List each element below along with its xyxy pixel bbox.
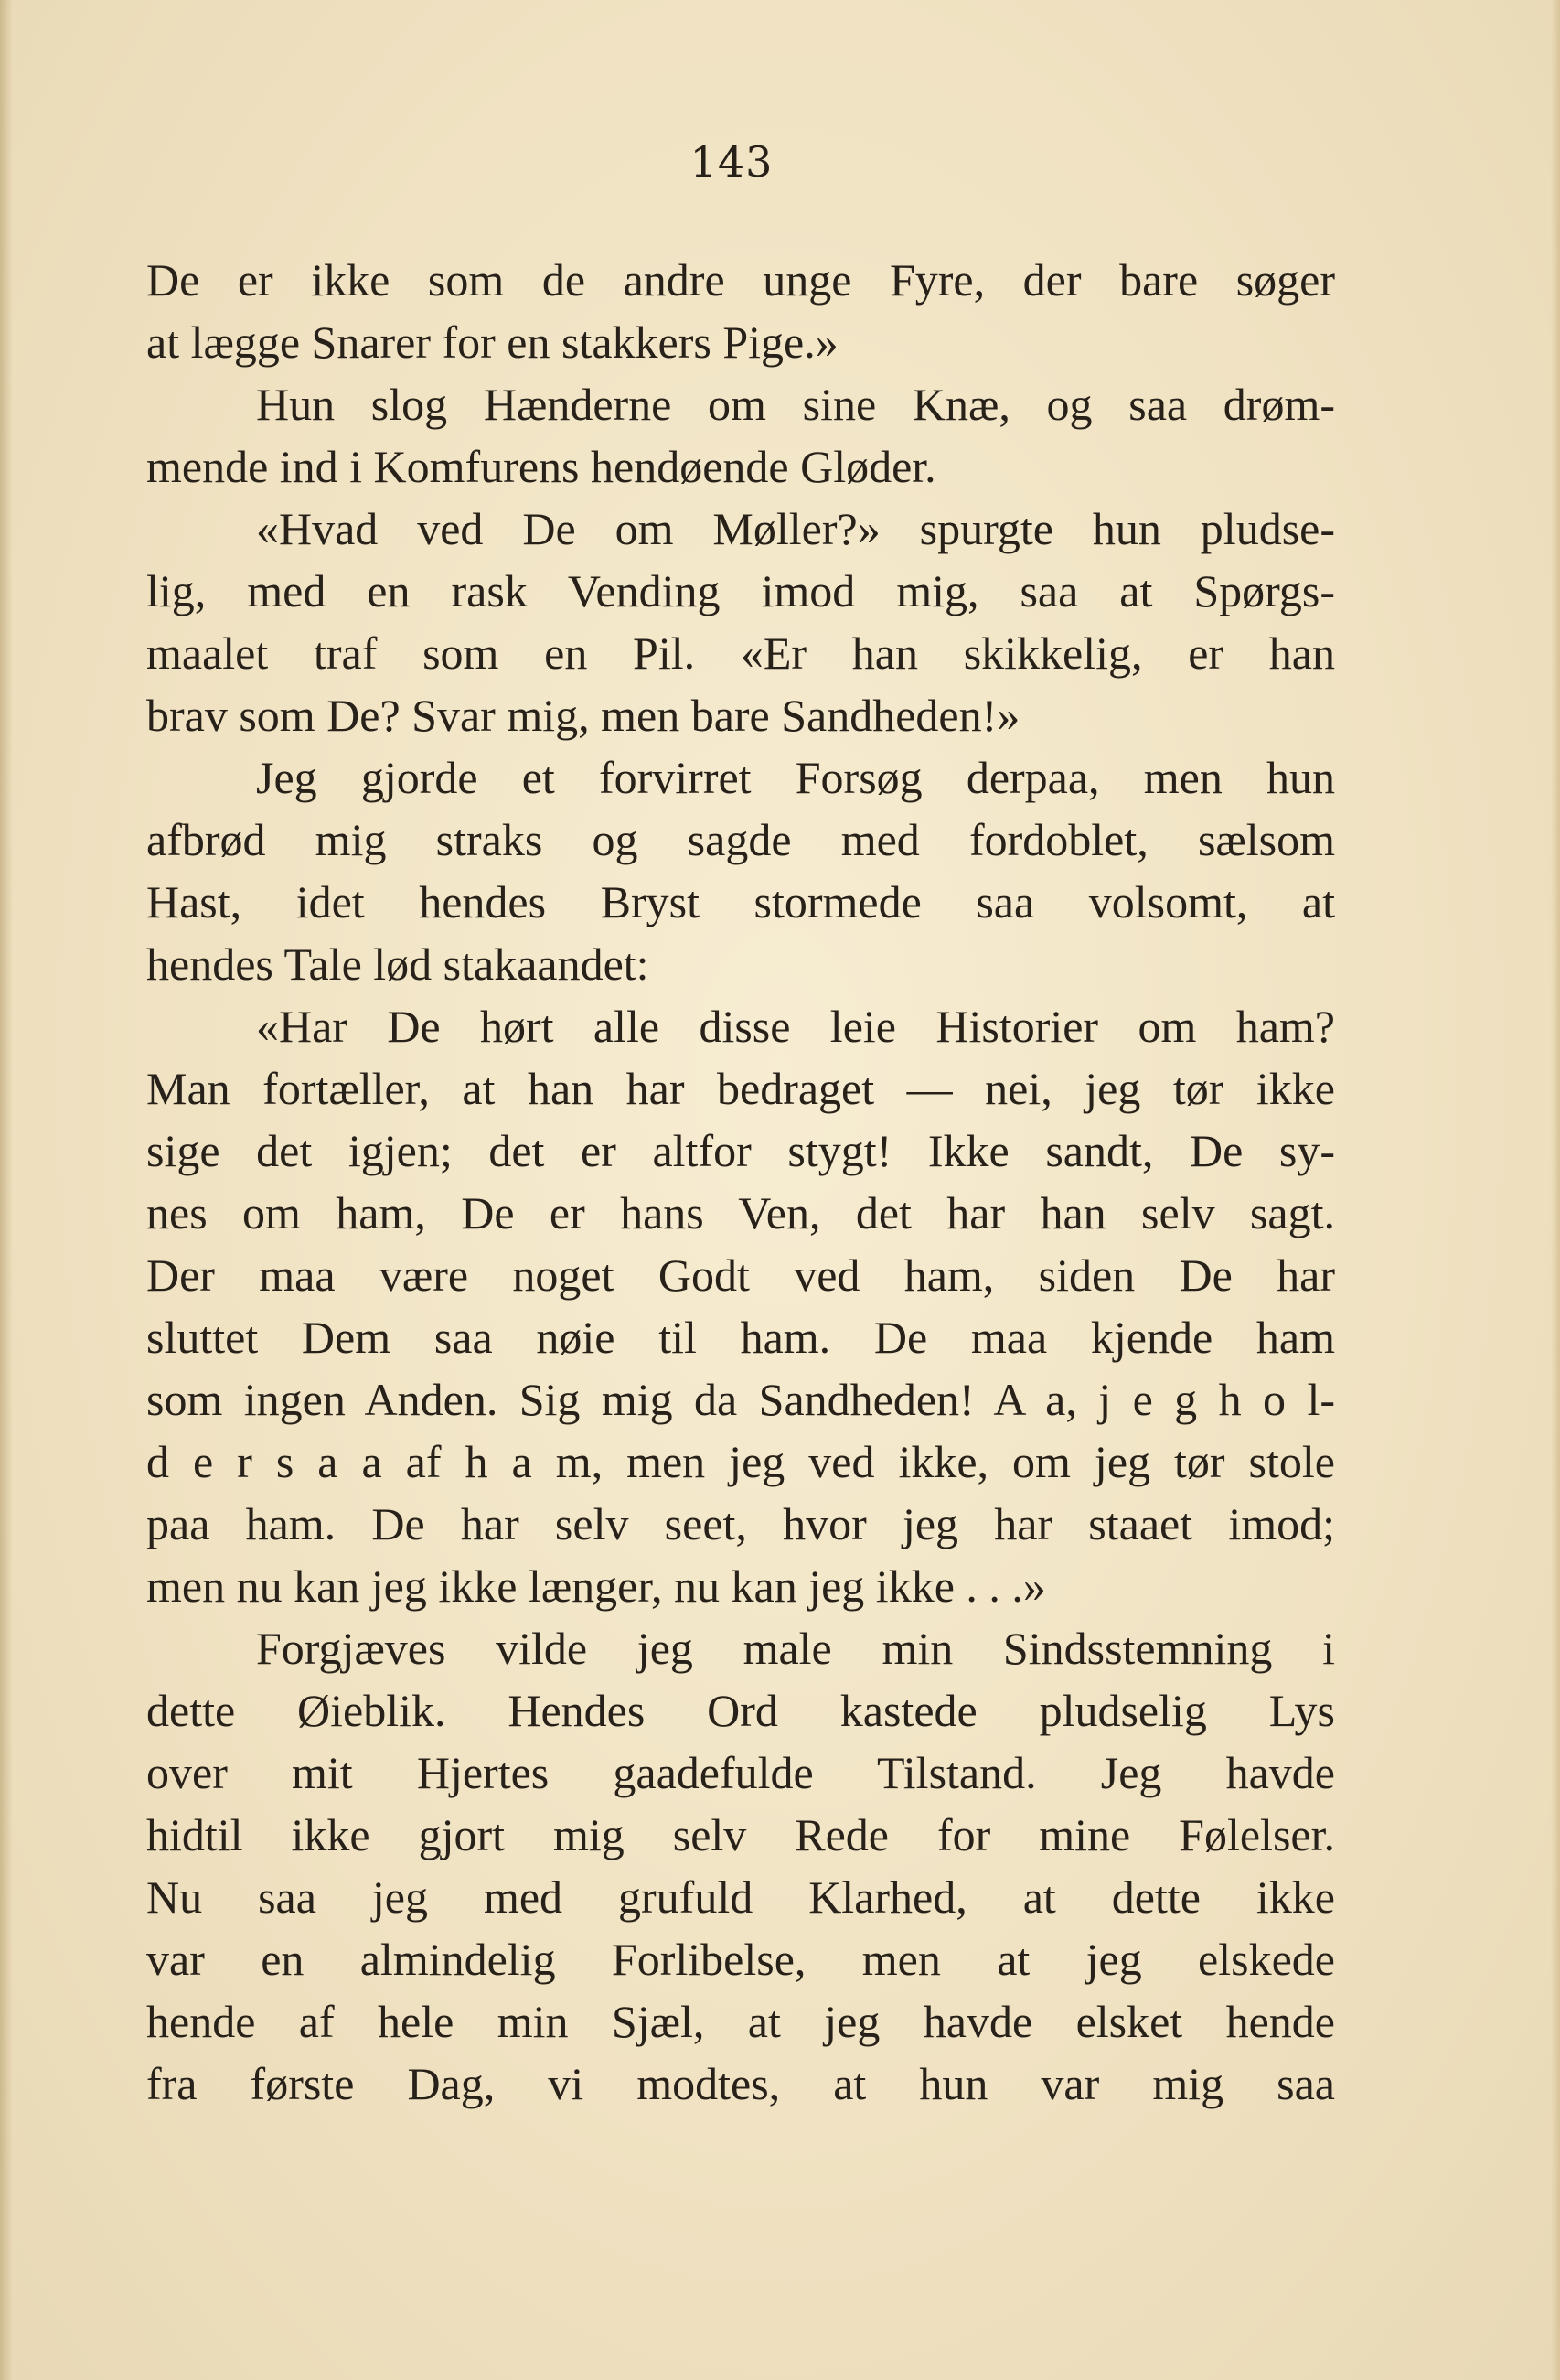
text-line: Der maa være noget Godt ved ham, siden De har — [146, 1249, 1335, 1301]
page-edge-right — [1551, 0, 1560, 2380]
text-line: hende af hele min Sjæl, at jeg havde elsket hende — [146, 1996, 1335, 2047]
text-line: De er ikke som de andre unge Fyre, der bare søger — [146, 254, 1335, 306]
text-line: d e r s a a af h a m, men jeg ved ikke, om jeg tør stole — [146, 1436, 1335, 1487]
text-line: hidtil ikke gjort mig selv Rede for mine Følelser. — [146, 1809, 1335, 1860]
text-line: sige det igjen; det er altfor stygt! Ikke sandt, De sy- — [146, 1125, 1335, 1176]
text-line: paa ham. De har selv seet, hvor jeg har staaet imod; — [146, 1498, 1335, 1549]
text-line: Hun slog Hænderne om sine Knæ, og saa drøm- — [256, 379, 1335, 430]
text-line: at lægge Snarer for en stakkers Pige.» — [146, 316, 839, 368]
text-line: lig, med en rask Vending imod mig, saa at Spørgs- — [146, 565, 1335, 616]
text-line: Hast, idet hendes Bryst stormede saa volsomt, at — [146, 876, 1335, 927]
text-line: Forgjæves vilde jeg male min Sindsstemning i — [256, 1623, 1335, 1674]
text-line: mende ind i Komfurens hendøende Gløder. — [146, 441, 936, 492]
page-number: 143 — [689, 137, 774, 187]
text-line: var en almindelig Forlibelse, men at jeg elskede — [146, 1934, 1335, 1985]
text-line: maalet traf som en Pil. «Er han skikkelig, er han — [146, 627, 1335, 679]
text-line: Man fortæller, at han har bedraget — nei, jeg tør ikke — [146, 1063, 1335, 1114]
text-line: «Har De hørt alle disse leie Historier om ham? — [256, 1001, 1335, 1052]
body-text — [146, 249, 1335, 2115]
text-line: fra første Dag, vi modtes, at hun var mig saa — [146, 2058, 1335, 2109]
text-line: nes om ham, De er hans Ven, det har han selv sagt. — [146, 1187, 1335, 1238]
text-line: Nu saa jeg med grufuld Klarhed, at dette ikke — [146, 1871, 1335, 1923]
text-line: hendes Tale lød stakaandet: — [146, 938, 649, 990]
text-line: «Hvad ved De om Møller?» spurgte hun pludse- — [256, 503, 1335, 554]
text-line: over mit Hjertes gaadefulde Tilstand. Jeg havde — [146, 1747, 1335, 1798]
page-edge-left — [0, 0, 13, 2380]
text-line: brav som De? Svar mig, men bare Sandheden!» — [146, 690, 1020, 741]
text-line: sluttet Dem saa nøie til ham. De maa kjende ham — [146, 1312, 1335, 1363]
text-line: dette Øieblik. Hendes Ord kastede pludselig Lys — [146, 1685, 1335, 1736]
text-line: afbrød mig straks og sagde med fordoblet, sælsom — [146, 814, 1335, 865]
text-line: men nu kan jeg ikke længer, nu kan jeg ikke . . .» — [146, 1560, 1046, 1612]
text-line: Jeg gjorde et forvirret Forsøg derpaa, men hun — [256, 752, 1335, 803]
text-line: som ingen Anden. Sig mig da Sandheden! A a, j e g h o l- — [146, 1374, 1335, 1425]
